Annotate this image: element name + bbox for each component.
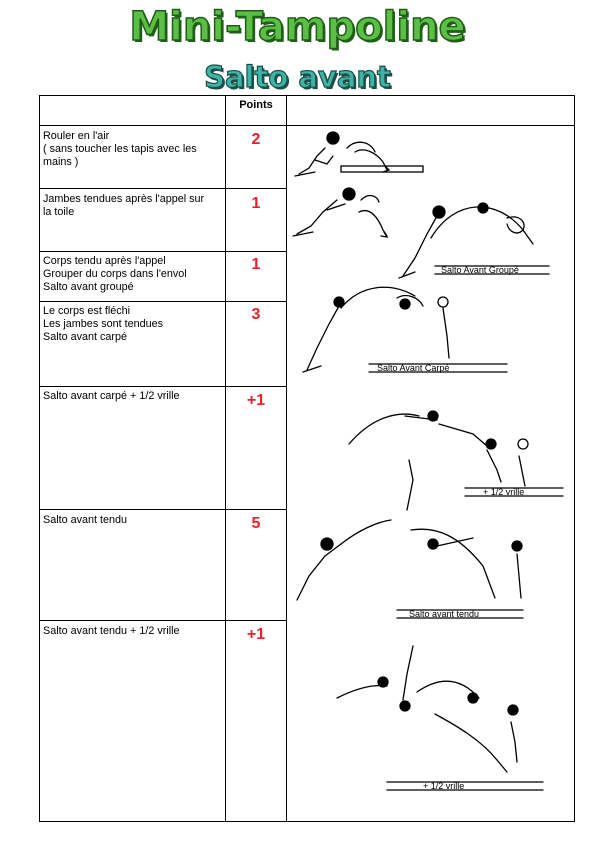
caption-piked-half-twist: + 1/2 vrille (483, 487, 525, 497)
row-criteria (43, 514, 223, 527)
row-criteria (43, 305, 223, 344)
row-points: +1 (246, 626, 266, 643)
page-title: Mini-Tampoline (129, 4, 466, 50)
row-criteria (43, 193, 223, 219)
row-points: 2 (251, 131, 261, 148)
sketch-straight-half-twist (337, 646, 518, 772)
row-criteria-line: Salto avant carpé + 1/2 vrille (43, 390, 180, 402)
sketch-piked-half-twist (349, 411, 528, 486)
caption-straight-half-twist: + 1/2 vrille (423, 781, 465, 791)
sketch-straight-legs (293, 188, 387, 237)
sketch-straight-salto (297, 460, 525, 600)
caption-piked-salto: Salto Avant Carpé (377, 363, 450, 373)
row-criteria-line: Le corps est fléchi (43, 305, 131, 317)
row-criteria-line: Jambes tendues après l'appel sur (43, 193, 205, 205)
row-criteria-line: Salto avant tendu + 1/2 vrille (43, 625, 180, 637)
row-divider (40, 301, 286, 302)
page-subtitle: Salto avant (204, 60, 391, 94)
row-criteria (43, 255, 223, 294)
gymnastics-sketches (287, 126, 575, 822)
row-criteria (43, 390, 223, 403)
illustrations-panel (287, 126, 575, 822)
row-points: 3 (251, 306, 261, 323)
caption-straight-salto: Salto avant tendu (409, 609, 480, 619)
row-points: 1 (251, 256, 261, 273)
row-criteria (43, 625, 223, 638)
sketch-piked-salto (303, 287, 449, 372)
row-criteria-line: la toile (43, 206, 75, 218)
row-divider (40, 509, 286, 510)
row-criteria-line: Les jambes sont tendues (43, 318, 164, 330)
row-criteria-line: Rouler en l'air (43, 130, 110, 142)
points-column-header: Points (239, 99, 273, 111)
sketch-roll-in-air (295, 132, 423, 176)
row-criteria-line: mains ) (43, 156, 79, 168)
row-divider (40, 251, 286, 252)
caption-tucked-salto: Salto Avant Groupé (441, 265, 519, 275)
row-criteria-line: ( sans toucher les tapis avec les (43, 143, 197, 155)
row-criteria-line: Corps tendu après l'appel (43, 255, 166, 267)
row-divider (40, 188, 286, 189)
row-criteria-line: Grouper du corps dans l'envol (43, 268, 187, 280)
row-criteria-line: Salto avant carpé (43, 331, 128, 343)
row-criteria-line: Salto avant groupé (43, 281, 134, 293)
row-points: 5 (251, 515, 261, 532)
scoring-table (39, 95, 575, 822)
row-criteria-line: Salto avant tendu (43, 514, 128, 526)
row-points: 1 (251, 195, 261, 212)
row-divider (40, 386, 286, 387)
row-points: +1 (246, 392, 266, 409)
row-divider (40, 620, 286, 621)
row-criteria (43, 130, 223, 169)
